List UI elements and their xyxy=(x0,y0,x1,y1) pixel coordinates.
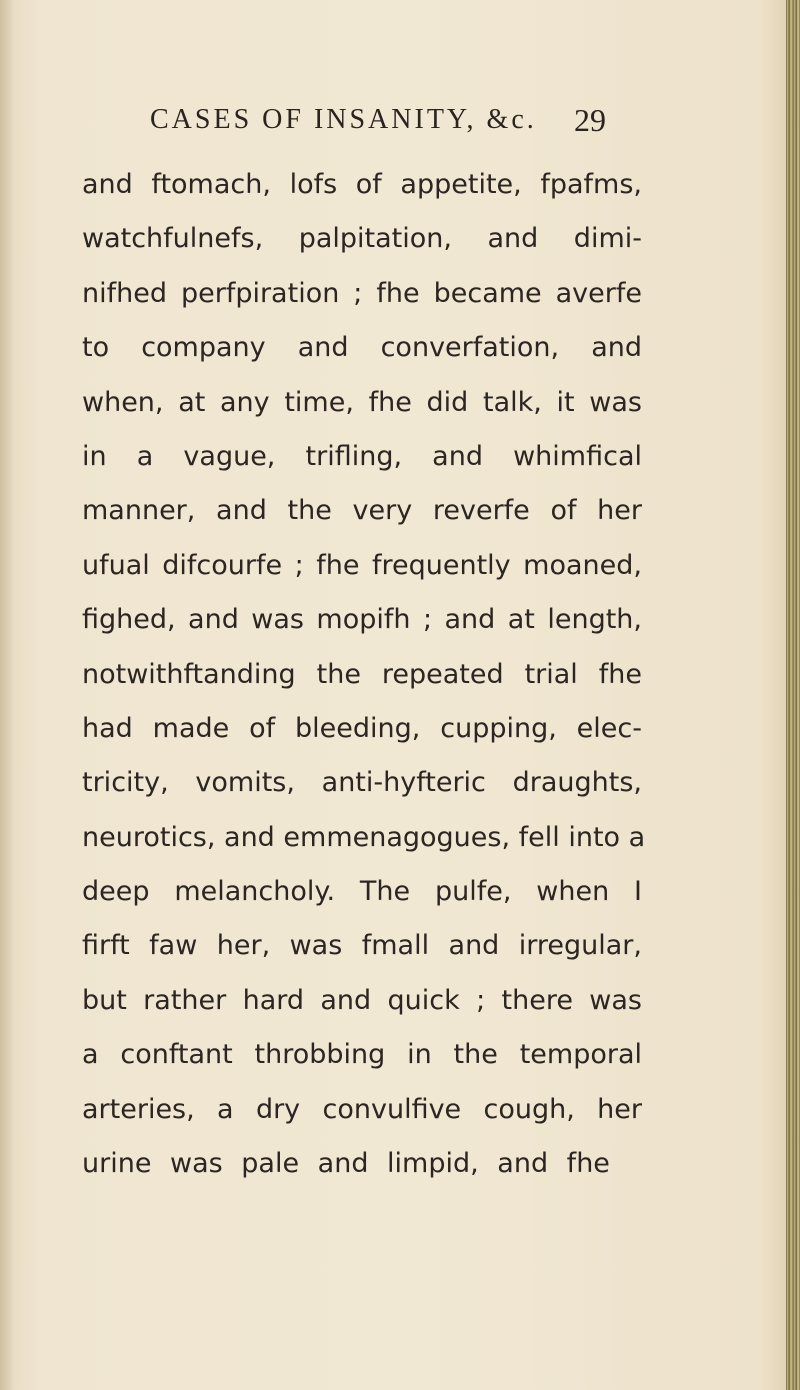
text-line: urine was pale and limpid, and fhe xyxy=(82,1148,610,1180)
text-line: notwithftanding the repeated trial fhe xyxy=(82,658,642,690)
page-edge-strip xyxy=(786,0,800,1390)
text-line: had made of bleeding, cupping, elec- xyxy=(82,712,642,744)
text-line: in a vague, trifling, and whimfical xyxy=(82,440,642,472)
running-head xyxy=(0,100,800,150)
text-line: arteries, a dry convulfive cough, her xyxy=(82,1093,642,1125)
body-text xyxy=(82,158,646,1191)
text-line: tricity, vomits, anti-hyfteric draughts, xyxy=(82,767,642,799)
text-line: when, at any time, fhe did talk, it was xyxy=(82,386,642,418)
text-line: watchfulnefs, palpitation, and dimi- xyxy=(82,223,642,255)
text-line: fighed, and was mopifh ; and at length, xyxy=(82,604,642,636)
text-line: firft faw her, was fmall and irregular, xyxy=(82,930,642,962)
text-line: deep melancholy. The pulfe, when I xyxy=(82,876,642,908)
text-line: to company and converfation, and xyxy=(82,332,642,364)
text-line: a conftant throbbing in the temporal xyxy=(82,1039,642,1071)
running-title: CASES OF INSANITY, &c. xyxy=(150,104,537,135)
text-line: and ftomach, lofs of appetite, fpafms, xyxy=(82,169,642,200)
text-line: neurotics, and emmenagogues, fell into a xyxy=(82,821,646,853)
page-number: 29 xyxy=(574,102,606,138)
text-line: nifhed perfpiration ; fhe became averfe xyxy=(82,277,642,309)
text-line: but rather hard and quick ; there was xyxy=(82,984,642,1016)
text-line: ufual difcourfe ; fhe frequently moaned, xyxy=(82,549,642,581)
text-line: manner, and the very reverfe of her xyxy=(82,495,642,527)
page-gutter-shadow xyxy=(0,0,14,1390)
